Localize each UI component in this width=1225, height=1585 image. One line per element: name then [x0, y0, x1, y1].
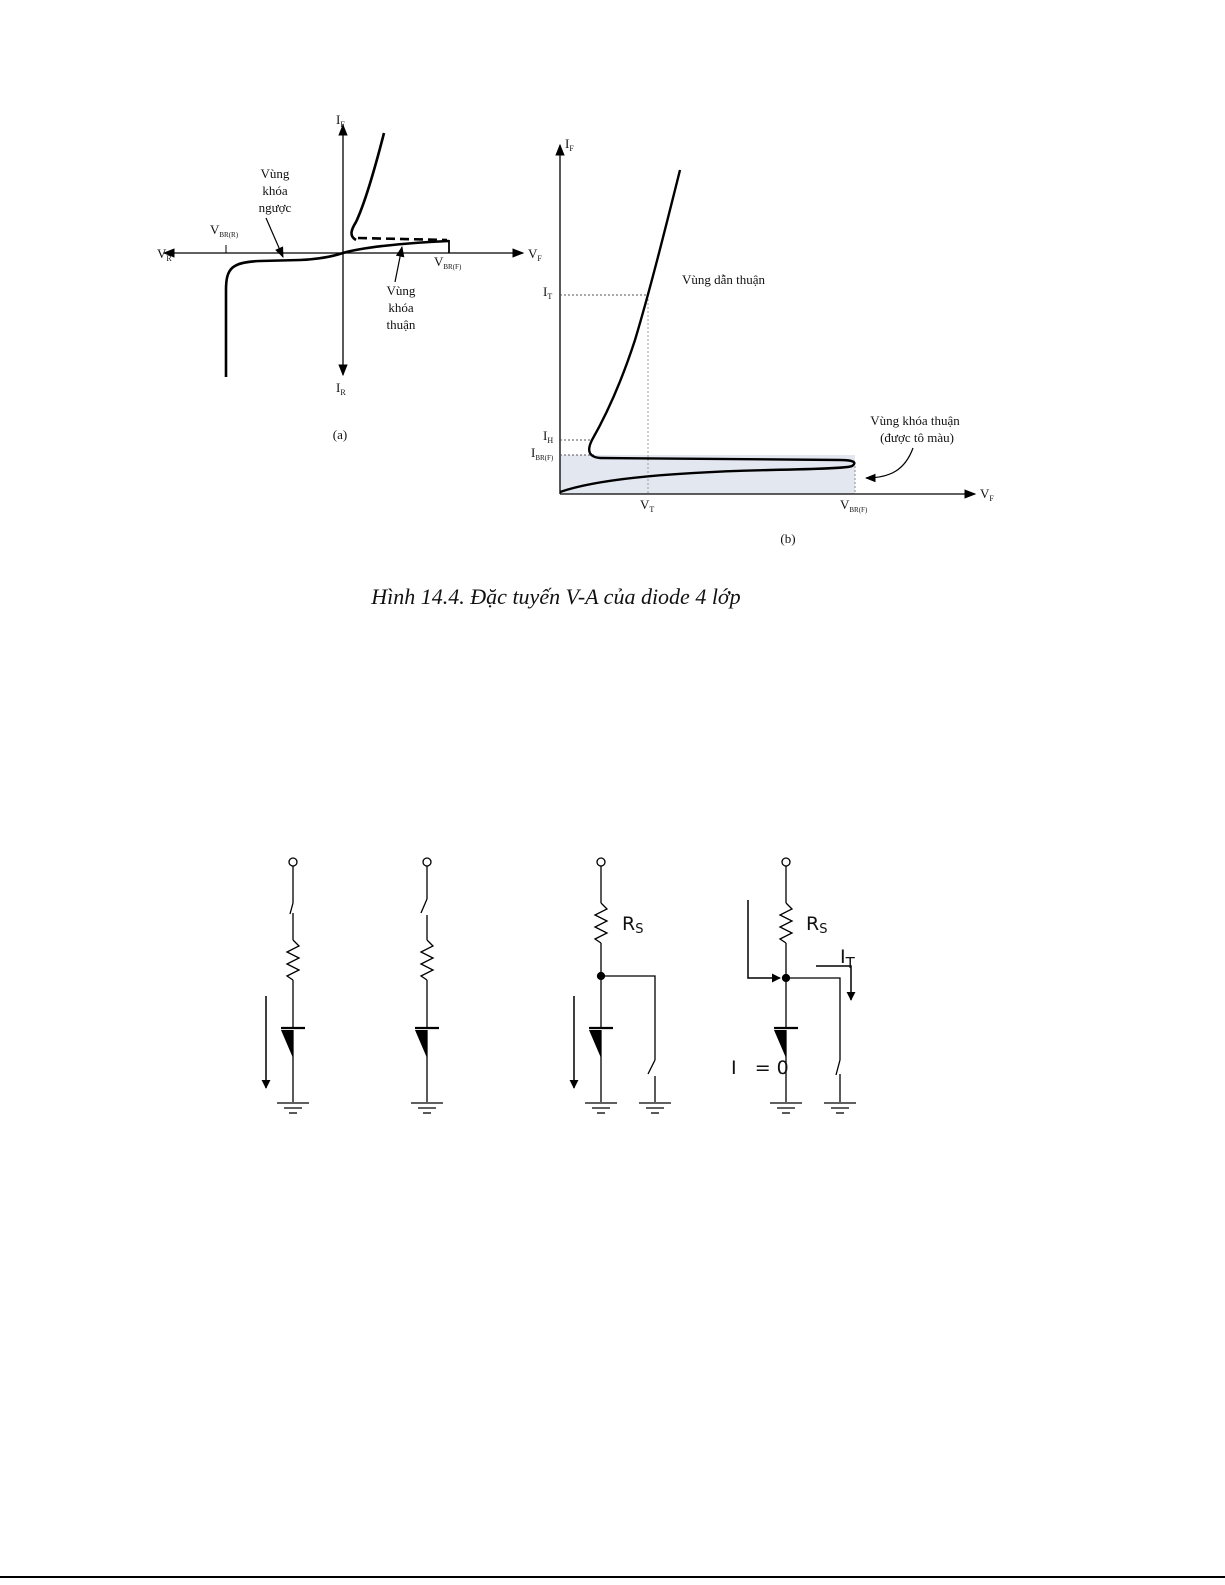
circuit-4-rs-label: RS — [806, 913, 828, 937]
terminal-node — [289, 858, 297, 866]
resistor — [421, 940, 433, 980]
figure-caption: Hình 14.4. Đặc tuyến V-A của diode 4 lớp — [371, 584, 741, 609]
circuit-diagrams — [266, 858, 856, 1113]
switch-closed — [836, 1060, 840, 1075]
circuit-1 — [266, 858, 309, 1113]
terminal-node — [597, 858, 605, 866]
fig-b-vbr-label: $V_{BR(F)}$ — [840, 497, 868, 514]
circuit-4-it-label: $I_T$ — [840, 946, 855, 972]
fig-a-axis-down-label: $I_R$ — [336, 380, 346, 397]
fig-b-conduction-curve — [589, 170, 680, 458]
incoming-current-arrow — [748, 900, 780, 978]
fig-b-it-label: $I_T$ — [543, 284, 553, 301]
figure-b — [531, 136, 994, 546]
diode-wedge — [415, 1030, 427, 1058]
resistor — [780, 903, 792, 943]
resistor — [595, 903, 607, 943]
fig-a-conduction-curve — [351, 133, 384, 240]
fig-a-forward-pointer — [395, 247, 402, 282]
branch-wire — [786, 978, 840, 1060]
diode-wedge — [774, 1030, 786, 1058]
fig-b-label: (b) — [780, 531, 796, 546]
fig-a-forward-region-line2: khóa — [388, 300, 414, 315]
fig-b-vt-label: $V_T$ — [640, 497, 655, 514]
fig-b-blocking-pointer — [866, 448, 913, 478]
diode-wedge — [281, 1030, 293, 1058]
switch-open — [421, 899, 427, 913]
resistor — [287, 940, 299, 980]
fig-a-forward-region-line1: Vùng — [386, 283, 416, 298]
fig-a-forward-blocking-curve — [343, 241, 449, 253]
terminal-node — [782, 858, 790, 866]
diode-wedge — [589, 1030, 601, 1058]
circuit-3-rs-label: RS — [622, 913, 644, 937]
fig-b-ih-label: $I_H$ — [543, 428, 554, 445]
fig-a-axis-left-label: $V_R$ — [157, 246, 172, 263]
fig-a-reverse-curve — [226, 253, 343, 377]
fig-b-axis-right-label: $V_F$ — [980, 486, 994, 503]
fig-a-reverse-pointer — [266, 218, 283, 257]
fig-a-dashed-switch — [358, 238, 447, 240]
fig-a-axis-up-label: $I_F$ — [336, 112, 345, 129]
circuit-4-i-zero-label: I = 0 — [731, 1057, 789, 1079]
fig-a-reverse-region-line3: ngược — [258, 200, 292, 215]
figure-a — [157, 112, 542, 442]
fig-b-ibr-label: $I_{BR(F)}$ — [531, 445, 554, 462]
switch-closed — [290, 903, 293, 914]
fig-a-label: (a) — [332, 427, 348, 442]
circuit-3 — [574, 858, 671, 1113]
fig-b-blocking-region-line1: Vùng khóa thuận — [870, 413, 960, 428]
fig-b-conduction-region: Vùng dẫn thuận — [682, 272, 766, 287]
fig-a-vbr-f-label: $V_{BR(F)}$ — [434, 254, 462, 271]
fig-a-forward-region-line3: thuận — [386, 317, 416, 332]
fig-a-vbr-r-label: $V_{BR(R)}$ — [210, 222, 239, 239]
page-bottom-rule — [0, 1576, 1225, 1578]
fig-b-blocking-region-line2: (được tô màu) — [880, 430, 954, 445]
terminal-node — [423, 858, 431, 866]
switch-open — [648, 1060, 655, 1074]
fig-b-axis-up-label: $I_F$ — [565, 136, 574, 153]
branch-wire — [601, 976, 655, 1060]
fig-a-reverse-region-line1: Vùng — [260, 166, 290, 181]
circuit-2 — [411, 858, 443, 1113]
fig-a-reverse-region-line2: khóa — [262, 183, 288, 198]
fig-a-axis-right-label: $V_F$ — [528, 246, 542, 263]
